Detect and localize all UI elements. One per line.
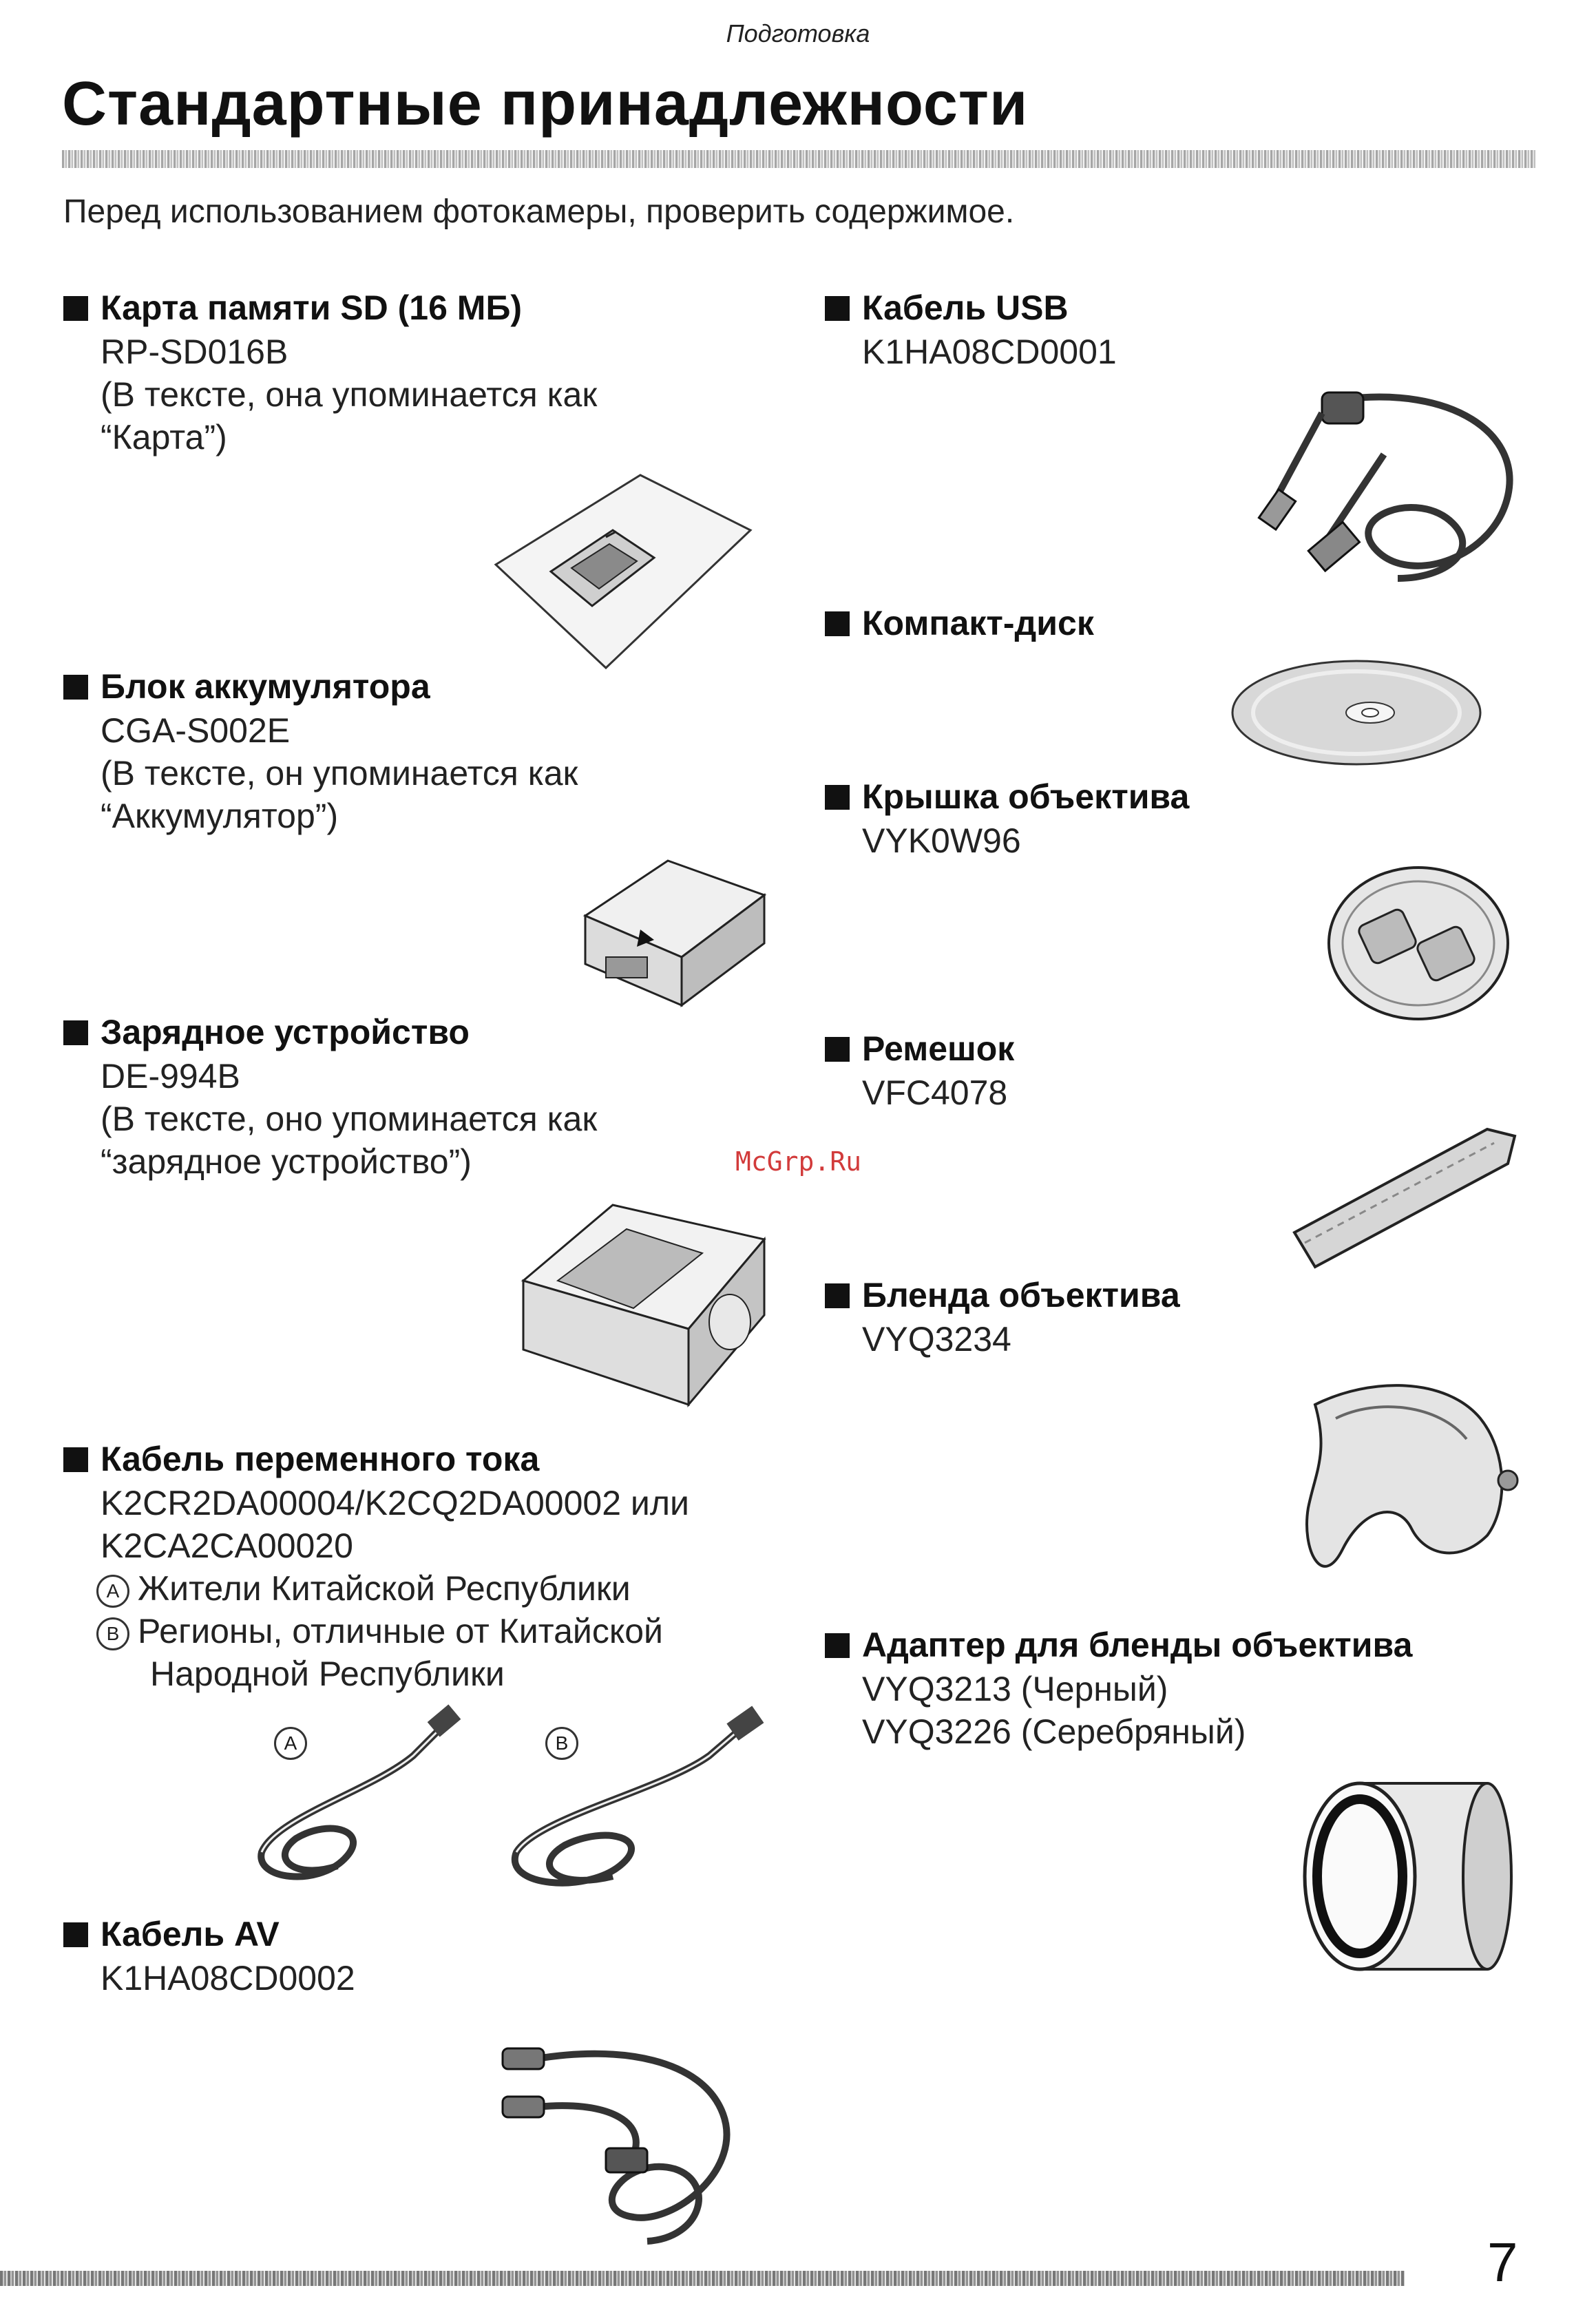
item-body-usb-cable: [862, 330, 1117, 373]
lens-hood-illustration: [1288, 1370, 1522, 1597]
item-name: Блок аккумулятора: [101, 667, 430, 706]
bullet-square-icon: [63, 296, 88, 321]
item-body-lens-hood: [862, 1318, 1011, 1361]
model-code: K1HA08CD0002: [101, 1959, 355, 1997]
ac-cable-b-illustration: [482, 1701, 771, 1900]
item-heading-usb-cable: [825, 288, 1069, 328]
bullet-square-icon: [825, 1037, 850, 1062]
footer-rule: [0, 2271, 1405, 2286]
circled-marker-a: A: [274, 1727, 307, 1760]
lens-cap-illustration: [1325, 864, 1511, 1022]
item-heading-cd: [825, 603, 1094, 643]
cd-illustration: [1226, 654, 1487, 771]
bullet-square-icon: [63, 1020, 88, 1045]
ac-option-b: [96, 1610, 663, 1652]
item-name: Бленда объектива: [862, 1276, 1180, 1314]
page-number: 7: [1487, 2232, 1518, 2293]
item-body-lens-cap: [862, 819, 1021, 862]
av-cable-illustration: [496, 2017, 771, 2252]
item-note: “Аккумулятор”): [101, 797, 339, 835]
watermark: McGrp.Ru: [735, 1146, 862, 1177]
item-heading-charger: [63, 1012, 470, 1052]
item-name: Адаптер для бленды объектива: [862, 1626, 1413, 1664]
model-code: VYQ3213 (Черный): [862, 1670, 1168, 1708]
item-body-av-cable: [101, 1957, 355, 2000]
ac-cable-a-illustration: [234, 1701, 468, 1893]
bullet-square-icon: [825, 1283, 850, 1308]
item-heading-ac-cable: [63, 1439, 539, 1479]
model-code: VYK0W96: [862, 821, 1021, 860]
model-code: K2CR2DA00004/K2CQ2DA00002 или: [101, 1484, 689, 1522]
model-code: VYQ3226 (Серебряный): [862, 1712, 1246, 1751]
model-code: VYQ3234: [862, 1320, 1011, 1358]
item-name: Ремешок: [862, 1029, 1015, 1068]
title-rule: [62, 150, 1535, 168]
item-heading-strap: [825, 1029, 1014, 1069]
circled-marker-b: B: [545, 1727, 578, 1760]
item-body-strap: [862, 1071, 1007, 1114]
sd-card-illustration: [482, 468, 757, 675]
item-body-hood-adapter: [862, 1668, 1246, 1753]
ac-option-b-cont: Народной Республики: [150, 1655, 505, 1693]
model-code: K1HA08CD0001: [862, 333, 1117, 371]
charger-illustration: [510, 1198, 771, 1418]
circled-marker-b: B: [96, 1617, 129, 1650]
item-heading-sd-card: [63, 288, 522, 328]
item-body-battery: [101, 709, 578, 837]
option-text: Регионы, отличные от Китайской: [138, 1612, 663, 1650]
section-label: Подготовка: [726, 19, 870, 48]
model-code: K2CA2CA00020: [101, 1526, 353, 1565]
option-text: Жители Китайской Республики: [138, 1569, 631, 1608]
item-heading-battery: [63, 667, 430, 706]
item-name: Кабель переменного тока: [101, 1440, 540, 1478]
item-body-charger: [101, 1055, 597, 1183]
bullet-square-icon: [825, 1633, 850, 1658]
item-name: Зарядное устройство: [101, 1013, 470, 1051]
item-name: Кабель AV: [101, 1915, 280, 1953]
page-title: Стандартные принадлежности: [62, 70, 1029, 138]
hood-adapter-illustration: [1294, 1763, 1515, 1990]
usb-cable-illustration: [1246, 372, 1535, 592]
item-name: Крышка объектива: [862, 777, 1190, 816]
item-note: “зарядное устройство”): [101, 1142, 472, 1181]
item-name: Компакт-диск: [862, 604, 1094, 642]
bullet-square-icon: [825, 785, 850, 810]
item-heading-hood-adapter: [825, 1625, 1412, 1665]
item-heading-lens-hood: [825, 1275, 1180, 1315]
bullet-square-icon: [63, 675, 88, 700]
item-heading-av-cable: [63, 1914, 280, 1954]
bullet-square-icon: [825, 611, 850, 636]
model-code: RP-SD016B: [101, 333, 288, 371]
model-code: DE-994B: [101, 1057, 240, 1095]
model-code: CGA-S002E: [101, 711, 291, 750]
ac-option-a: [96, 1567, 631, 1610]
item-note: (В тексте, он упоминается как: [101, 754, 578, 793]
item-name: Кабель USB: [862, 288, 1069, 327]
item-heading-lens-cap: [825, 777, 1189, 817]
strap-illustration: [1288, 1115, 1522, 1274]
battery-illustration: [578, 854, 771, 1012]
item-note: (В тексте, она упоминается как: [101, 375, 598, 414]
item-body-sd-card: [101, 330, 597, 459]
circled-marker-a: A: [96, 1575, 129, 1608]
item-note: (В тексте, оно упоминается как: [101, 1100, 598, 1138]
bullet-square-icon: [825, 296, 850, 321]
model-code: VFC4078: [862, 1073, 1008, 1112]
intro-text: Перед использованием фотокамеры, проверить содержимое.: [63, 193, 1015, 230]
item-body-ac-cable: [101, 1482, 689, 1567]
item-name: Карта памяти SD (16 МБ): [101, 288, 523, 327]
bullet-square-icon: [63, 1447, 88, 1472]
bullet-square-icon: [63, 1922, 88, 1947]
item-note: “Карта”): [101, 418, 227, 457]
